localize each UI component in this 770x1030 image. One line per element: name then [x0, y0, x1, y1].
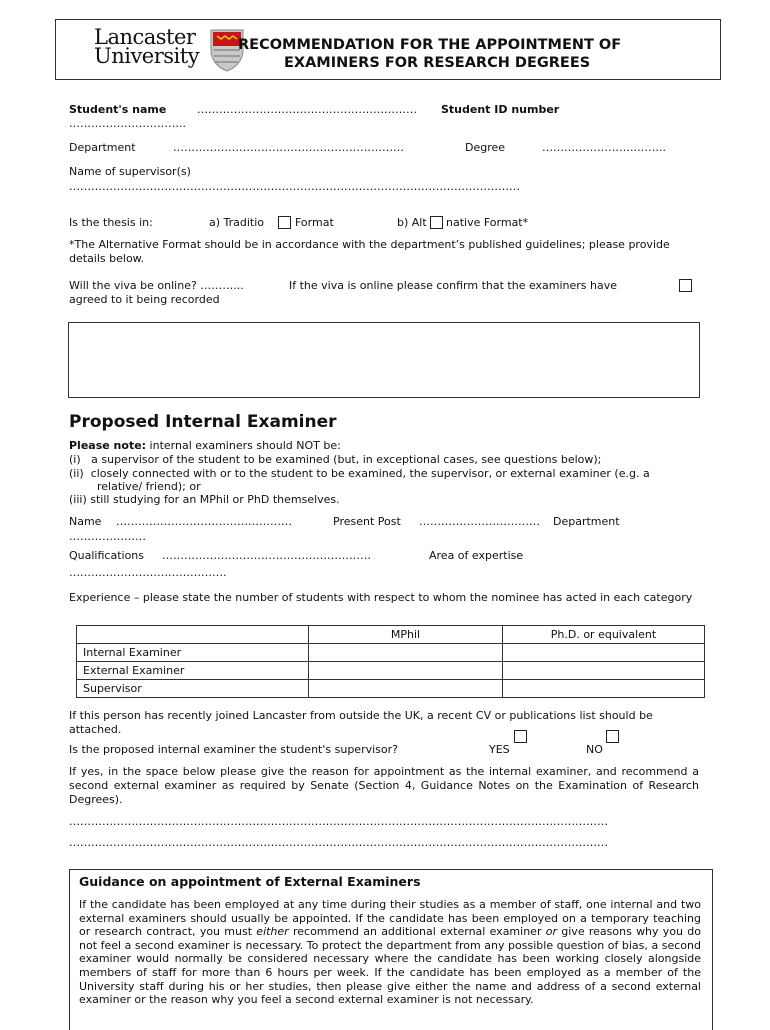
internal-examiner-heading: Proposed Internal Examiner — [69, 412, 337, 432]
table-header-row — [77, 626, 705, 644]
option-a-label: a) Traditio — [209, 216, 265, 229]
table-row — [77, 662, 705, 680]
table-header-phd: Ph.D. or equivalent — [503, 626, 705, 644]
form-title-line1: RECOMMENDATION FOR THE APPOINTMENT OF — [238, 37, 622, 53]
supervisor-field[interactable]: …………………………………………………………………………………………………………… — [69, 180, 520, 193]
logo-text-lancaster: Lancaster — [94, 25, 196, 49]
qualifications-field[interactable]: ………………………………………………… — [162, 549, 371, 562]
guidance-text-3: give reasons why you do not feel a second examiner is necessary. To protect the department from any possible question of bias, a second examiner would normally be considered necessary where the candidate has been working closely alongside members of staff for more than 6 hours per week. If the candidate has been employed as a member of the University staff during his or her studies, then please give either the name and address of a second external examiner or the reason why you feel a second external examiner is not necessary. — [79, 925, 701, 1007]
student-id-label: Student ID number — [441, 103, 560, 116]
guidance-text — [79, 898, 701, 1007]
option-a-suffix: Format — [295, 216, 334, 229]
guidance-text-2: recommend an additional external examiner — [288, 925, 546, 939]
table-row — [77, 644, 705, 662]
experience-table — [76, 625, 705, 698]
no-label: NO — [586, 743, 603, 756]
row-label-external: External Examiner — [77, 662, 309, 680]
student-name-field[interactable]: …………………………………………………… — [197, 103, 417, 116]
internal-mphil-cell[interactable] — [309, 644, 503, 662]
alternative-format-details-box[interactable] — [68, 322, 700, 398]
degree-field[interactable]: ……………………..…….. — [542, 141, 666, 154]
table-row — [77, 680, 705, 698]
thesis-question: Is the thesis in: — [69, 216, 153, 229]
guidance-either: either — [256, 925, 289, 939]
expertise-field[interactable]: ……………………………………. — [69, 566, 227, 579]
alternative-format-checkbox[interactable] — [430, 216, 443, 229]
student-id-field[interactable]: ………………………….. — [69, 117, 186, 130]
form-title-line2: EXAMINERS FOR RESEARCH DEGREES — [284, 55, 591, 71]
supervisor-mphil-cell[interactable] — [309, 680, 503, 698]
viva-recording-checkbox[interactable] — [679, 279, 692, 292]
student-name-label: Student's name — [69, 103, 167, 116]
external-mphil-cell[interactable] — [309, 662, 503, 680]
note-item-3: (iii) still studying for an MPhil or PhD themselves. — [69, 493, 340, 506]
viva-online-question: Will the viva be online? ………... — [69, 279, 244, 292]
examiner-name-field[interactable]: ………………………………………… — [116, 515, 292, 528]
note-item-2: (ii) closely connected with or to the student to be examined, the supervisor, or external examiner (e.g. a — [69, 467, 650, 480]
expertise-label: Area of expertise — [429, 549, 524, 562]
please-note-text: internal examiners should NOT be: — [146, 439, 341, 452]
guidance-heading: Guidance on appointment of External Examiners — [79, 874, 421, 889]
alternative-format-note: *The Alternative Format should be in accordance with the department’s published guidelines; please provide details below. — [69, 238, 670, 265]
please-note — [69, 439, 341, 452]
present-post-label: Present Post — [333, 515, 401, 528]
row-label-supervisor: Supervisor — [77, 680, 309, 698]
note-item-2-cont: relative/ friend); or — [69, 480, 201, 493]
yes-checkbox[interactable] — [514, 730, 527, 743]
yes-label: YES — [489, 743, 510, 756]
examiner-department-field[interactable]: ………………… — [69, 530, 146, 543]
reason-instructions: If yes, in the space below please give the reason for appointment as the internal examiner, and recommend a second external examiner as required by Senate (Section 4, Guidance Notes on the Examination of Research Degrees). — [69, 765, 699, 806]
table-header-blank — [77, 626, 309, 644]
supervisor-question: Is the proposed internal examiner the student's supervisor? — [69, 743, 398, 756]
examiner-department-label: Department — [553, 515, 620, 528]
row-label-internal: Internal Examiner — [77, 644, 309, 662]
guidance-or: or — [545, 925, 557, 939]
internal-phd-cell[interactable] — [503, 644, 705, 662]
experience-text: Experience – please state the number of students with respect to whom the nominee has acted in each category — [69, 591, 693, 604]
reason-field-line2[interactable]: ………………………………………………………………………………………………………………………………… — [69, 836, 608, 849]
degree-label: Degree — [465, 141, 506, 154]
table-header-mphil: MPhil — [309, 626, 503, 644]
traditional-format-checkbox[interactable] — [278, 216, 291, 229]
reason-field-line1[interactable]: ………………………………………………………………………………………………………………………………… — [69, 815, 608, 828]
external-phd-cell[interactable] — [503, 662, 705, 680]
department-field[interactable]: ……………………………………………………… — [173, 141, 404, 154]
examiner-name-label: Name — [69, 515, 102, 528]
present-post-field[interactable]: …………………………… — [419, 515, 540, 528]
viva-recording-confirm-2: agreed to it being recorded — [69, 293, 220, 306]
option-b-label: b) Alt — [397, 216, 427, 229]
supervisor-phd-cell[interactable] — [503, 680, 705, 698]
department-label: Department — [69, 141, 136, 154]
please-note-label: Please note: — [69, 439, 147, 452]
note-item-1: (i) a supervisor of the student to be examined (but, in exceptional cases, see questions below); — [69, 453, 602, 466]
no-checkbox[interactable] — [606, 730, 619, 743]
logo-text-university: University — [94, 44, 200, 68]
cv-note: If this person has recently joined Lancaster from outside the UK, a recent CV or publications list should be attached. — [69, 709, 653, 736]
viva-recording-confirm: If the viva is online please confirm that the examiners have — [289, 279, 618, 292]
guidance-text-1: If the candidate has been employed at any time during their studies as a member of staff, one internal and two external examiners should usually be appointed. If the candidate has been employed on a temporary teaching or research contract, you must — [79, 898, 701, 939]
qualifications-label: Qualifications — [69, 549, 145, 562]
supervisor-label: Name of supervisor(s) — [69, 165, 191, 178]
option-b-suffix: native Format* — [446, 216, 529, 229]
